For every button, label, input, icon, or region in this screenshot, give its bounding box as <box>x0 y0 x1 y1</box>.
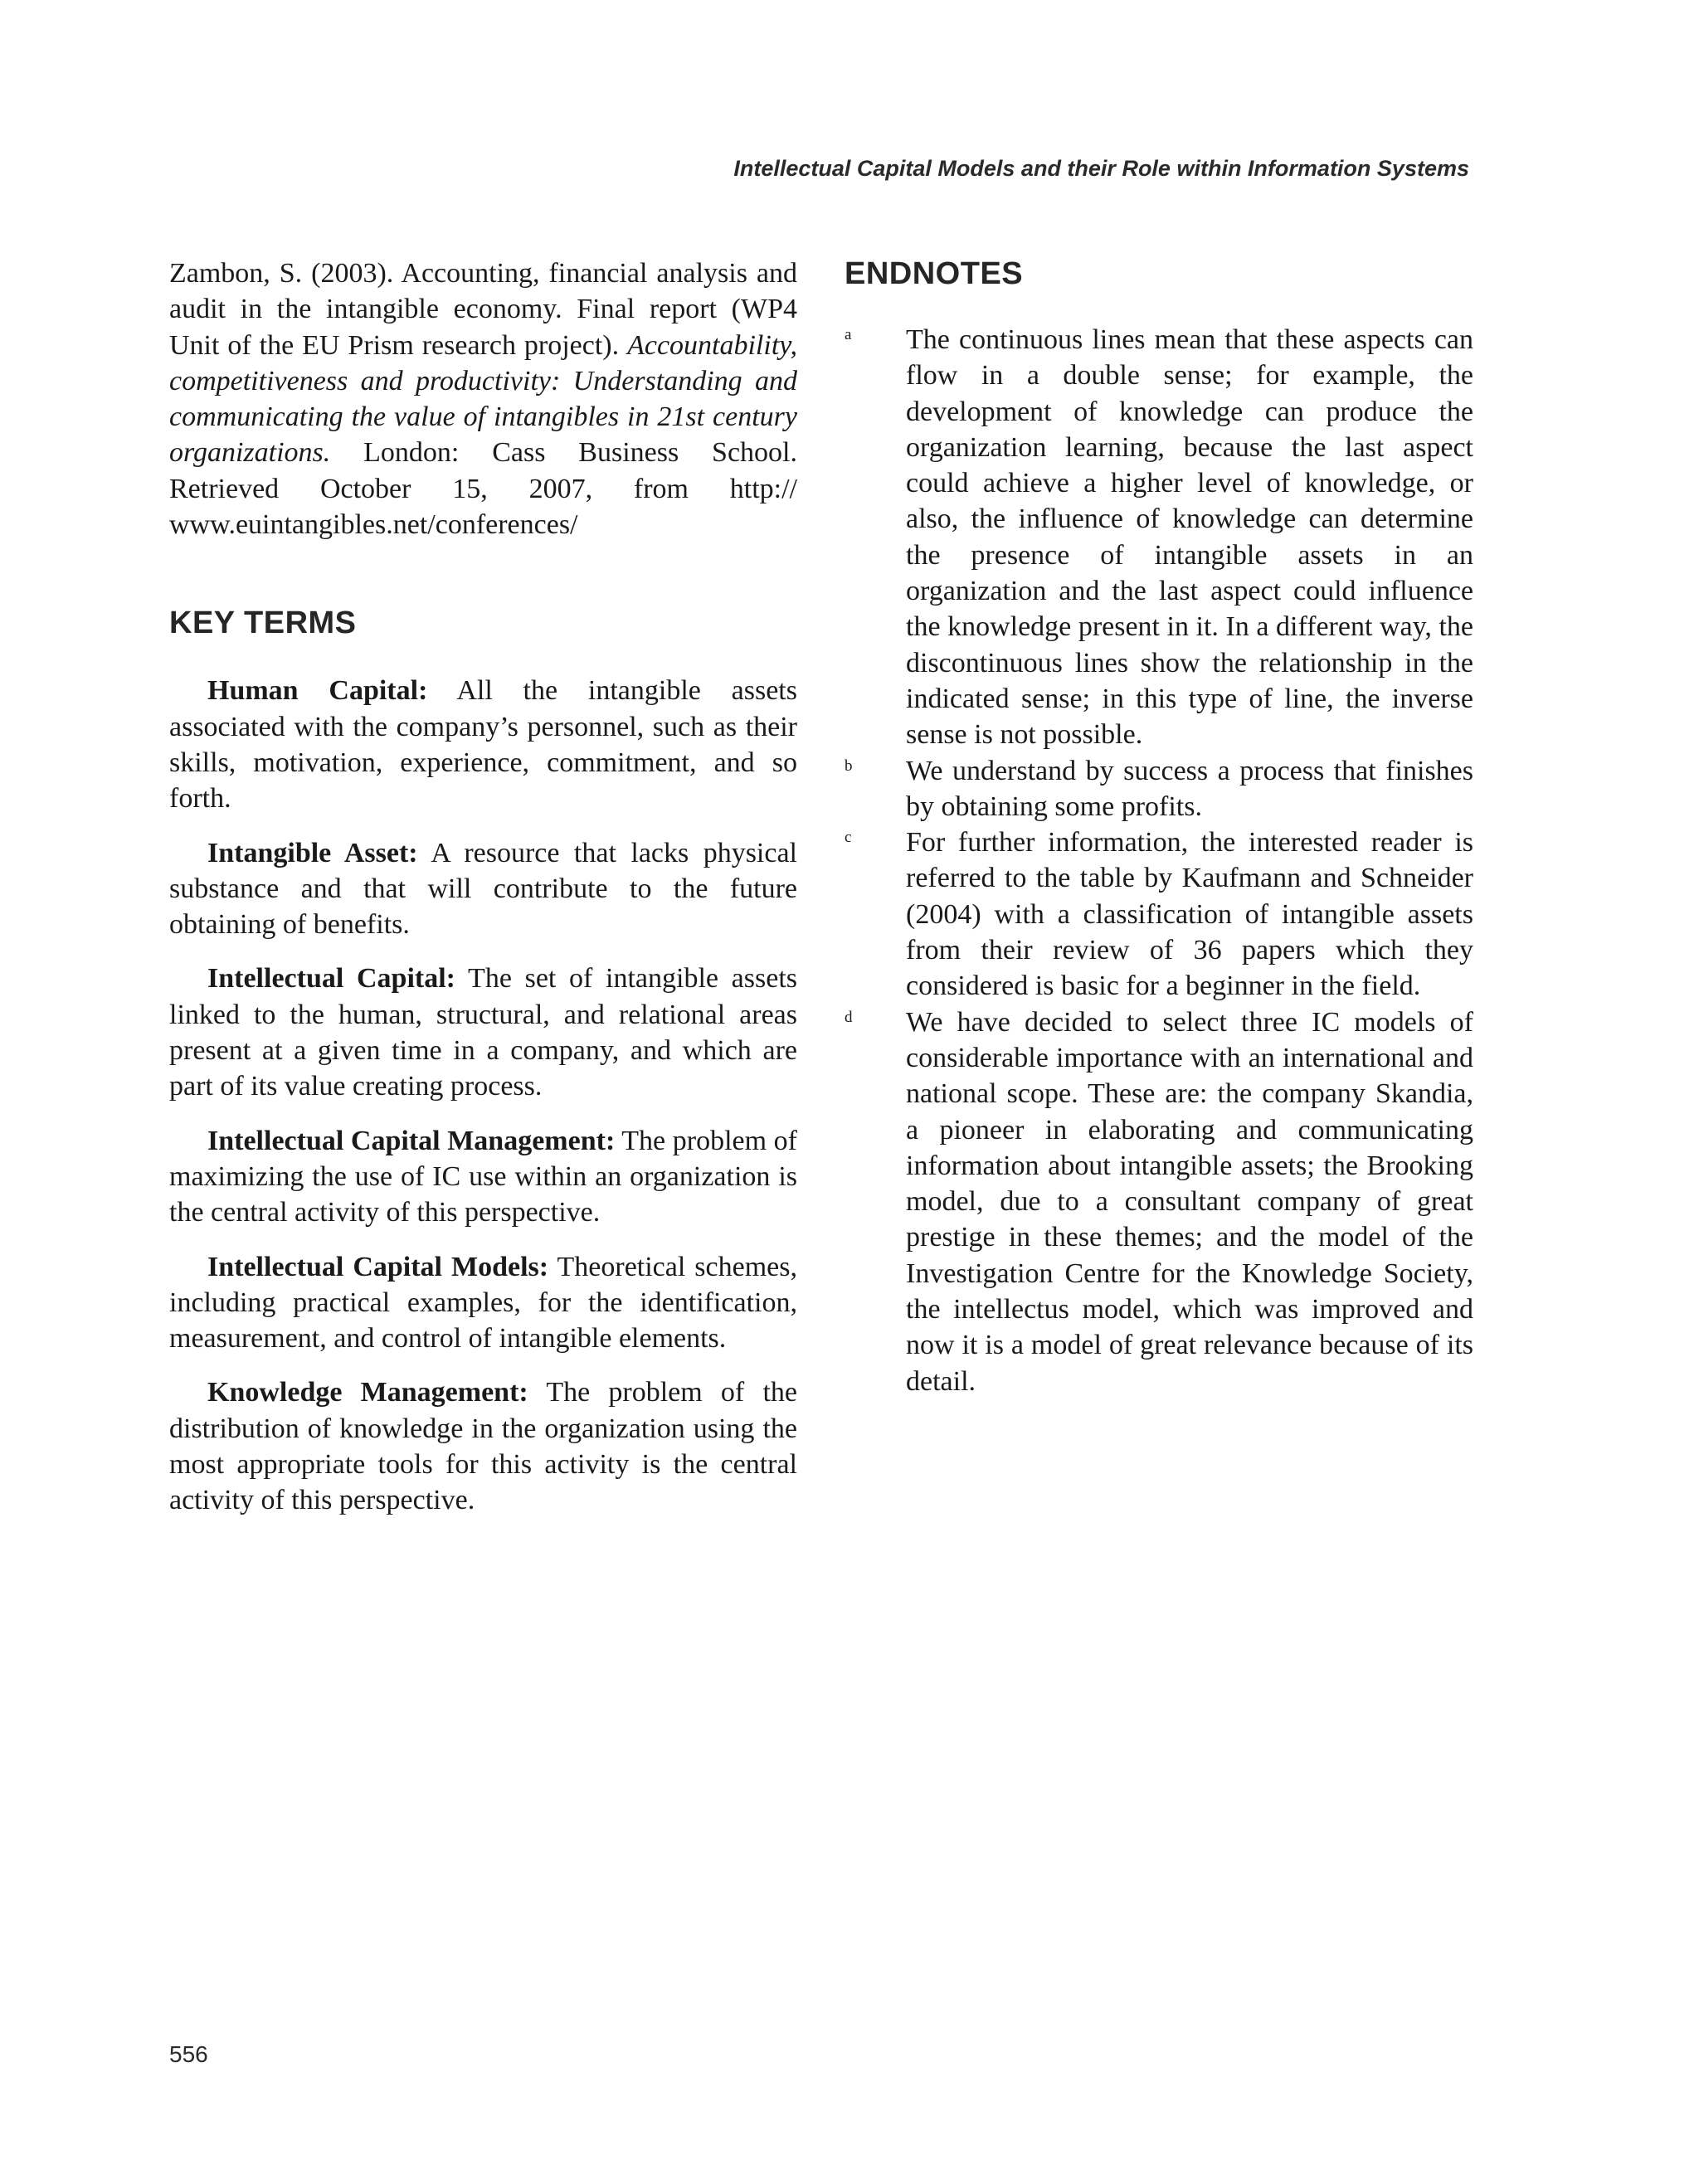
key-term: Knowledge Management: <box>207 1377 528 1408</box>
reference-entry <box>169 255 797 542</box>
key-term-entry <box>169 673 797 816</box>
endnote-marker: c <box>845 829 852 847</box>
key-term-entry <box>169 1249 797 1357</box>
endnote-text: We have decided to select three IC models of considerable importance with an international and national scope. These are: the company Skandia, a pioneer in elaborating and communicating information about intangible assets; the Brooking model, due to a consultant company of great prestige in these themes; and the model of the Investigation Centre for the Knowledge Society, the intellectus model, which was improved and now it is a model of great relevance because of its detail. <box>906 1006 1473 1397</box>
right-column <box>845 255 1473 1399</box>
key-term-entry <box>169 961 797 1104</box>
key-term: Intellectual Capital Models: <box>207 1251 549 1282</box>
endnote-marker: b <box>845 756 853 775</box>
key-term-definition: The set of intangible assets linked to the human, structural, and relational areas present at a given time in a company, and which are part of its value creating process. <box>169 963 797 1102</box>
key-term-entry <box>169 1123 797 1231</box>
key-term-entry <box>169 1374 797 1518</box>
key-terms-heading: KEY TERMS <box>169 606 357 641</box>
reference-title: Accountability, competitiveness and productivity: Understanding and communicating the value of intangibles in 21st century organizations. <box>169 329 797 469</box>
key-term-definition: The problem of the distribution of knowledge in the organization using the most appropriate tools for this activity is the central activity of this perspective. <box>169 1377 797 1516</box>
key-term: Intellectual Capital: <box>207 963 455 995</box>
endnote-text: For further information, the interested reader is referred to the table by Kaufmann and Schneider (2004) with a classification of intangible assets from their review of 36 papers which they considered is basic for a beginner in the field. <box>906 827 1473 1002</box>
key-term-entry <box>169 835 797 943</box>
endnote-item <box>845 1004 1473 1399</box>
endnotes-heading: ENDNOTES <box>845 256 1024 291</box>
key-term-definition: Theoretical schemes, including practical examples, for the identification, measurement, and control of intangible elements. <box>169 1251 797 1355</box>
page-number: 556 <box>169 2041 208 2067</box>
endnote-item <box>845 322 1473 753</box>
key-term-definition: The problem of maximizing the use of IC use within an organization is the central activity of this perspective. <box>169 1125 798 1228</box>
key-term: Intellectual Capital Management: <box>207 1125 616 1156</box>
left-column <box>169 255 797 1537</box>
endnote-item <box>845 753 1473 825</box>
key-term-definition: A resource that lacks physical substance and that will contribute to the future obtaining of benefits. <box>169 837 797 941</box>
endnote-text: We understand by success a process that finishes by obtaining some profits. <box>906 755 1473 822</box>
reference-source: London: Cass Business School. Retrieved October 15, 2007, from http:// www.euintangibles.net/conferences/ <box>169 437 797 541</box>
running-header-title: Intellectual Capital Models and their Role within Information Systems <box>733 156 1469 181</box>
key-term-definition: All the intangible assets associated with the company’s personnel, such as their skills, motivation, experience, commitment, and so forth. <box>169 675 797 815</box>
endnote-text: The continuous lines mean that these aspects can flow in a double sense; for example, the development of knowledge can produce the organization learning, because the last aspect could achieve a higher level of knowledge, or also, the influence of knowledge can determine the presence of intangible assets in an organization and the last aspect could influence the knowledge present in it. In a different way, the discontinuous lines show the relationship in the indicated sense; in this type of line, the inverse sense is not possible. <box>906 324 1473 751</box>
endnote-marker: a <box>845 326 852 343</box>
endnote-item <box>845 824 1473 1004</box>
key-term: Human Capital: <box>207 675 428 707</box>
key-term: Intangible Asset: <box>207 837 418 868</box>
endnote-marker: d <box>845 1008 853 1026</box>
reference-text: Zambon, S. (2003). Accounting, financial analysis and audit in the intangible economy. Final report (WP4 Unit of the EU Prism research project). <box>169 258 797 361</box>
